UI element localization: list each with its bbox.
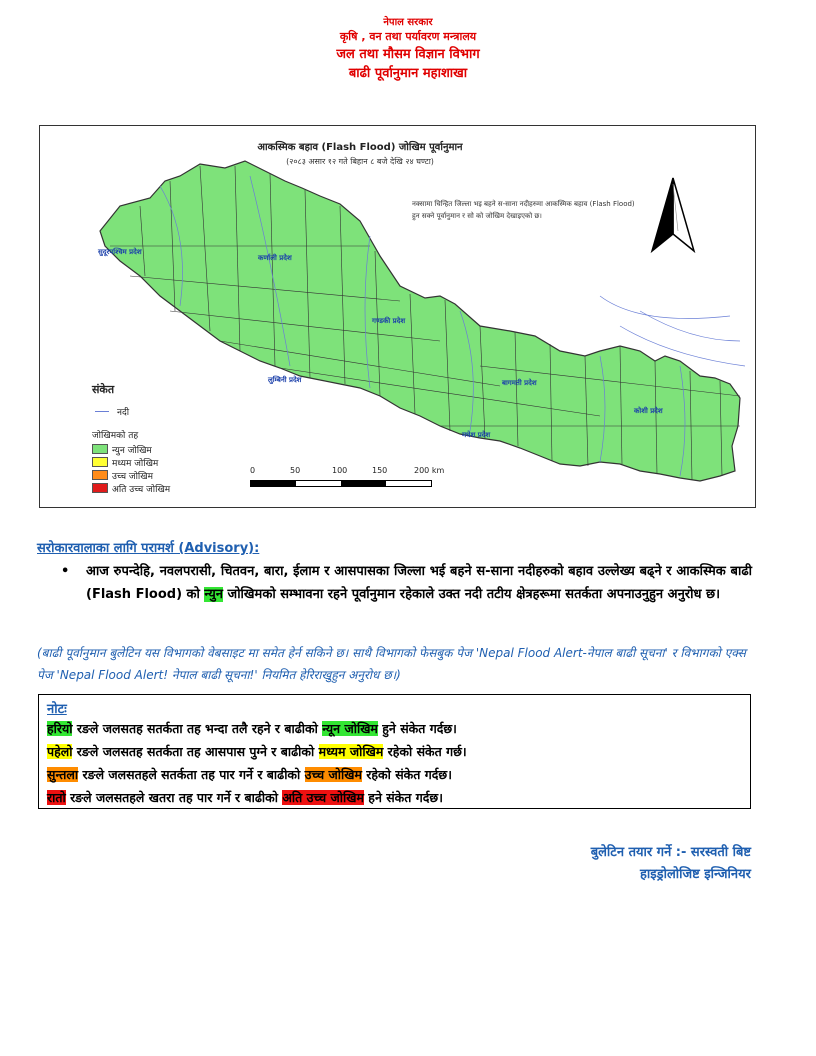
legend-very-high [92,482,170,494]
note-line-text: रङले जलसतहले सतर्कता तह पार गर्ने र बाढीको [78,767,305,782]
website-note: (बाढी पूर्वानुमान बुलेटिन यस विभागको वेबसाइट मा समेत हेर्न सकिने छ। साथै विभागको फेसबुक पेज 'Nepal Flood Alert-नेपाल बाढी सूचना' र विभागको एक्स पेज 'Nepal Flood Alert! नेपाल बाढी सूचना!' नियमित हेरिराखुहुन अनुरोध छ।) [37,646,746,682]
risk-label-high: उच्च जोखिम [304,767,362,782]
advisory-risk-highlight: न्युन [204,587,224,602]
scale-bar [250,466,450,487]
legend-title: संकेत [92,383,115,396]
color-word-red: रातो [47,790,66,805]
map-note: नक्सामा चिन्हित जिल्ला भइ बहने स-साना नदीहरुमा आकस्मिक बहाव (Flash Flood) हुन सक्ने पूर्वानुमान र सो को जोखिम देखाइएको छ। [412,200,635,220]
note-line-red [47,786,742,809]
advisory-text-2: जोखिमको सम्भावना रहने पूर्वानुमान रहेकाले उक्त नदी तटीय क्षेत्रहरूमा सतर्कता अपनाउनुहुन अनुरोध छ। [223,587,721,602]
advisory-body [62,560,752,606]
note-line-end: हने संकेत गर्दछ। [363,790,443,805]
note-line-green [47,717,742,740]
legend-high [92,469,170,481]
color-word-orange: सुन्तला [47,767,79,782]
bullet-icon: • [61,564,70,579]
note-title: नोटः [47,702,67,717]
advisory-text-1: आज रुपन्देहि, नवलपरासी, चितवन, बारा, ईलाम र आसपासका जिल्ला भई बहने स-साना नदीहरुको बहाव उल्लेख्य बढ्ने र आकस्मिक बाढी (Flash Flood) को [86,564,752,602]
note-line-end: रहेको संकेत गर्दछ। [361,767,452,782]
very-high-risk-swatch [92,483,108,493]
province-label-madhesh: मधेश प्रदेश [462,431,491,439]
medium-risk-swatch [92,457,108,467]
scale-label-200: 200 km [414,466,445,475]
risk-label-medium: मध्यम जोखिम [318,744,384,759]
scale-label-50: 50 [290,466,301,475]
note-line-text: रङले जलसतह सतर्कता तह भन्दा तलै रहने र बाढीको [72,721,323,736]
high-risk-swatch [92,470,108,480]
province-label-koshi: कोशी प्रदेश [634,407,663,415]
legend-medium [92,456,170,468]
scale-label-150: 150 [372,466,388,475]
legend-medium-label: मध्यम जोखिम [112,458,159,469]
note-line-orange [47,763,742,786]
color-word-green: हरियो [47,721,73,736]
advisory-heading: सरोकारवालाका लागि परामर्श (Advisory): [37,541,260,556]
risk-label-very-high: अति उच्च जोखिम [282,790,364,805]
note-line-end: हुने संकेत गर्दछ। [377,721,457,736]
note-line-text: रङले जलसतह सतर्कता तह आसपास पुग्ने र बाढीको [72,744,319,759]
province-label-gandaki: गण्डकी प्रदेश [372,317,406,325]
note-box [38,694,751,809]
scale-label-100: 100 [332,466,348,475]
legend-risk-title: जोखिमको तह [92,431,139,441]
risk-label-low: न्यून जोखिम [322,721,378,736]
province-label-bagmati: बागमती प्रदेश [502,379,537,387]
legend-very-high-label: अति उच्च जोखिम [112,484,171,495]
legend-river-label: नदी [117,408,130,418]
province-label-lumbini: लुम्बिनी प्रदेश [268,376,302,384]
prepared-by: बुलेटिन तयार गर्ने :- सरस्वती बिष्ट [590,845,751,860]
province-label-karnali: कर्णाली प्रदेश [258,254,292,262]
flash-flood-map [39,125,756,508]
preparer-designation: हाइड्रोलोजिष्ट इन्जिनियर [640,867,751,882]
legend-low-label: न्युन जोखिम [112,445,152,456]
color-word-yellow: पहेलो [47,744,73,759]
map-title: आकस्मिक बहाव (Flash Flood) जोखिम पूर्वानुमान [257,142,463,153]
scale-label-0: 0 [250,466,256,475]
note-line-end: रहेको संकेत गर्छ। [383,744,467,759]
legend-low [92,443,170,455]
division-title: बाढी पूर्वानुमान महाशाखा [348,66,468,81]
ministry-title: कृषि , वन तथा पर्यावरण मन्त्रालय [339,30,477,43]
north-arrow-icon [648,176,698,256]
scale-bar-graphic [250,480,432,487]
low-risk-swatch [92,444,108,454]
department-title: जल तथा मौसम विज्ञान विभाग [336,47,480,62]
map-legend [92,382,170,494]
map-subtitle: (२०८३ असार १२ गते बिहान ८ बजे देखि २४ घण्टा) [286,157,434,166]
note-line-text: रङले जलसतहले खतरा तह पार गर्ने र बाढीको [65,790,283,805]
province-label-sudurpaschim: सुदूरपश्चिम प्रदेश [98,248,142,256]
legend-river [92,405,170,418]
legend-high-label: उच्च जोखिम [112,471,153,482]
gov-title: नेपाल सरकार [383,17,433,28]
note-line-yellow [47,740,742,763]
